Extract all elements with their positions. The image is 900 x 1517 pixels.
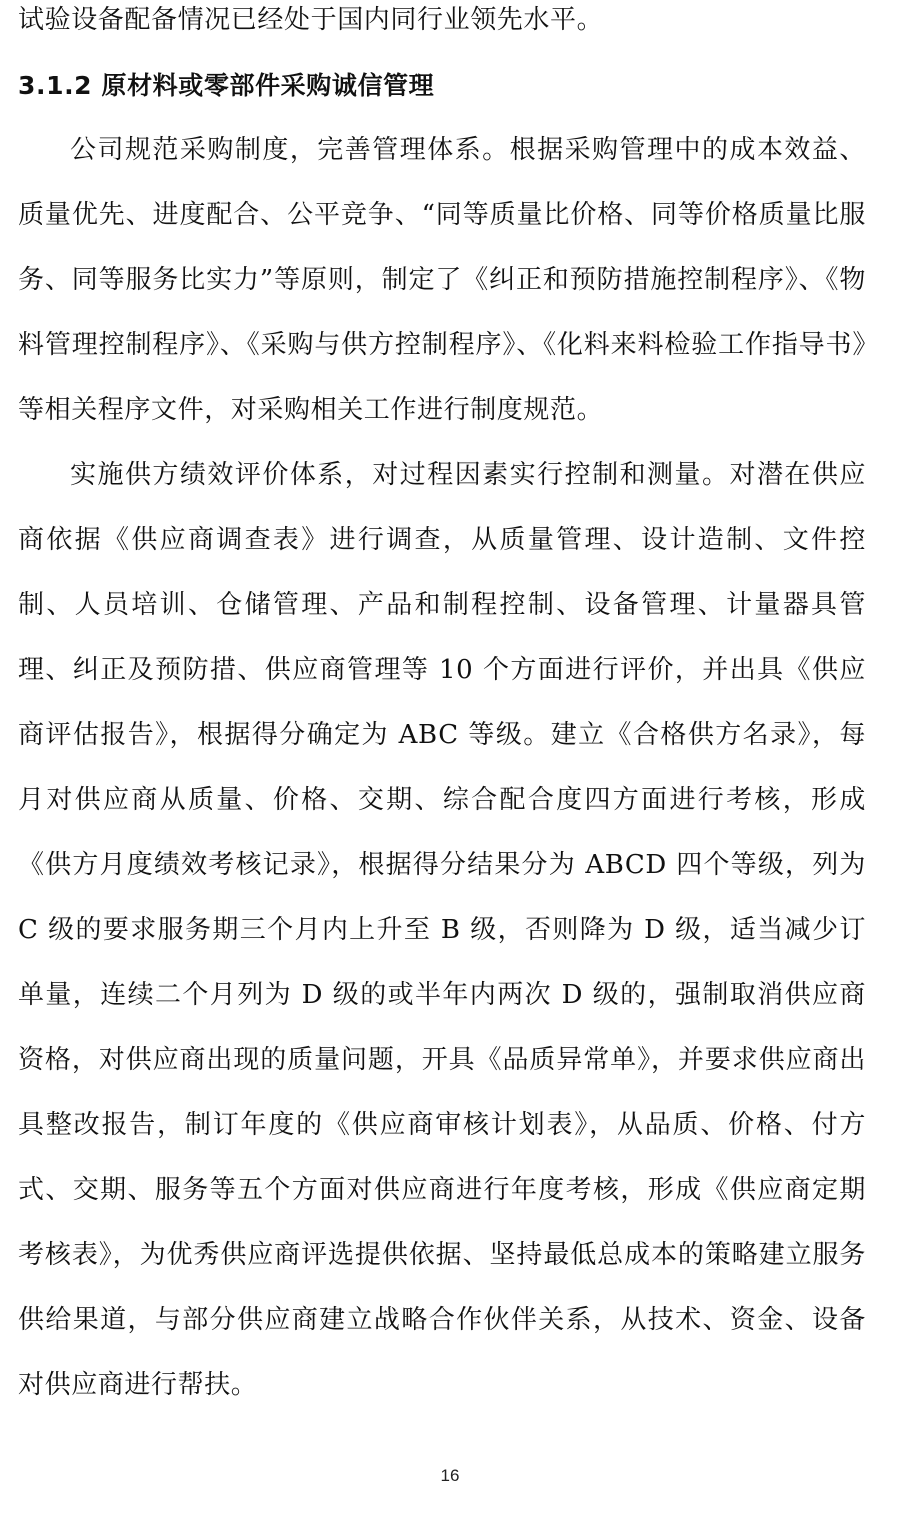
- section-heading: 3.1.2 原材料或零部件采购诚信管理: [18, 71, 435, 100]
- paragraph-supplier-evaluation: 实施供方绩效评价体系，对过程因素实行控制和测量。对潜在供应商依据《供应商调查表》进行调查，从质量管理、设计造制、文件控制、人员培训、仓储管理、产品和制程控制、设备管理、计量器具管理、纠正及预防措、供应商管理等 10 个方面进行评价，并出具《供应商评估报告》，根据得分确定为 ABC 等级。建立《合格供方名录》，每月对供应商从质量、价格、交期、综合配合度四方面进行考核，形成《供方月度绩效考核记录》，根据得分结果分为 ABCD 四个等级，列为 C 级的要求服务期三个月内上升至 B 级，否则降为 D 级，适当减少订单量，连续二个月列为 D 级的或半年内两次 D 级的，强制取消供应商资格，对供应商出现的质量问题，开具《品质异常单》，并要求供应商出具整改报告，制订年度的《供应商审核计划表》，从品质、价格、付方式、交期、服务等五个方面对供应商进行年度考核，形成《供应商定期考核表》，为优秀供应商评选提供依据、坚持最低总成本的策略建立服务供给果道，与部分供应商建立战略合作伙伴关系，从技术、资金、设备对供应商进行帮扶。: [18, 460, 866, 1400]
- paragraph-continuation: 试验设备配备情况已经处于国内同行业领先水平。: [18, 5, 604, 35]
- paragraph-procurement-policy: 公司规范采购制度，完善管理体系。根据采购管理中的成本效益、质量优先、进度配合、公平竞争、“同等质量比价格、同等价格质量比服务、同等服务比实力”等原则，制定了《纠正和预防措施控制程序》、《物料管理控制程序》、《采购与供方控制程序》、《化料来料检验工作指导书》等相关程序文件，对采购相关工作进行制度规范。: [18, 135, 866, 425]
- document-body: [18, 0, 866, 1418]
- page-number: 16: [440, 1466, 460, 1485]
